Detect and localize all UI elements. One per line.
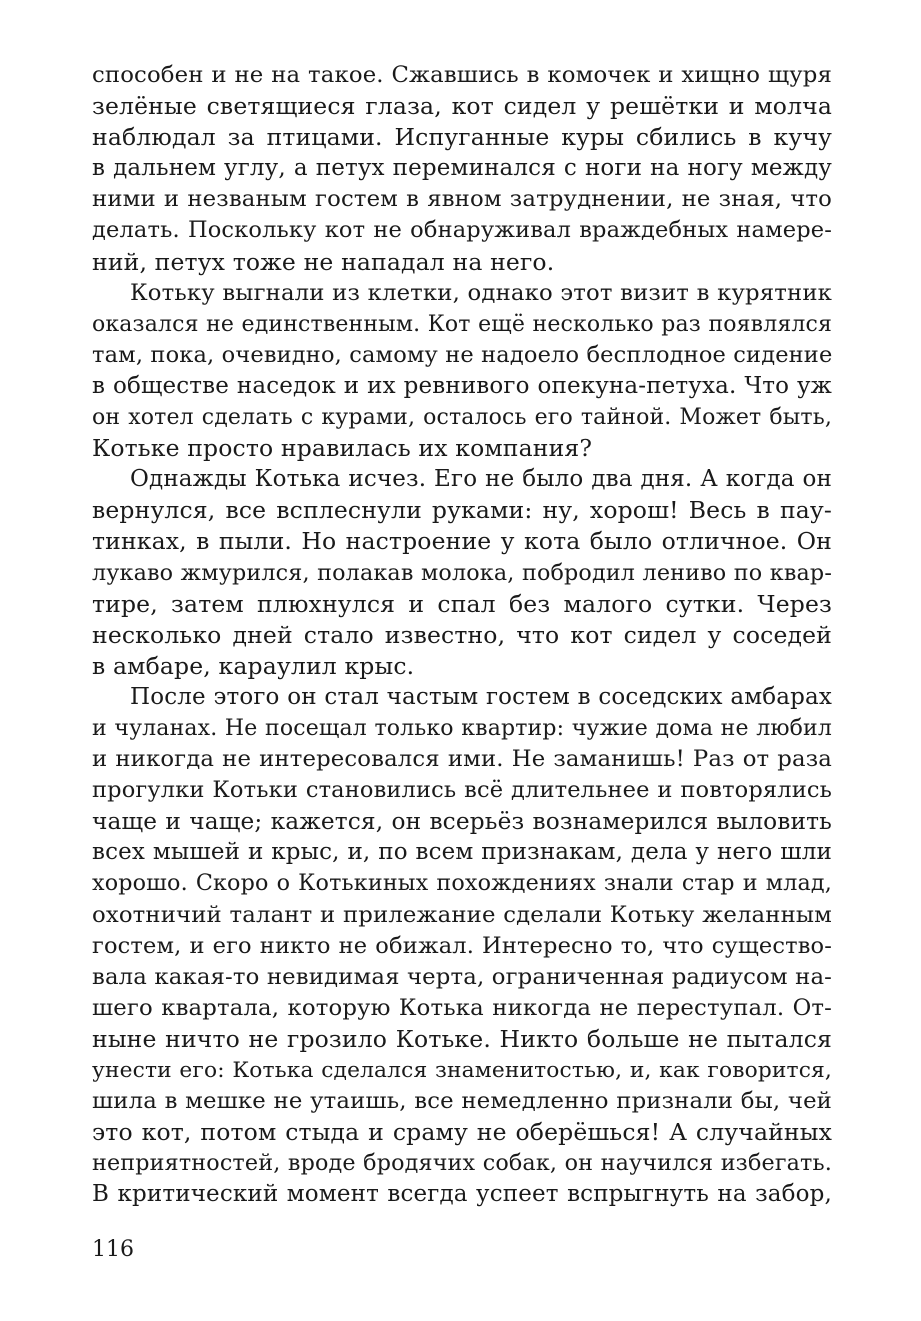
text-line: Однажды Котька исчез. Его не было два дня. А когда он: [130, 466, 832, 493]
text-line: вала какая-то невидимая черта, ограниченная радиусом на-: [92, 963, 832, 990]
text-line: прогулки Котьки становились всё длительнее и повторялись: [92, 777, 832, 804]
text-line: оказался не единственным. Кот ещё несколько раз появлялся: [92, 311, 832, 337]
text-line: это кот, потом стыда и сраму не оберёшься! А случайных: [92, 1118, 832, 1147]
text-line: наблюдал за птицами. Испуганные куры сбились в кучу: [92, 123, 832, 152]
body-text: [92, 60, 832, 1210]
text-line: хорошо. Скоро о Котькиных похождениях знали стар и млад,: [92, 870, 832, 897]
text-line: шила в мешке не утаишь, все немедленно признали бы, чей: [92, 1088, 832, 1115]
text-line: несколько дней стало известно, что кот сидел у соседей: [92, 620, 832, 649]
text-line: После этого он стал частым гостем в соседских амбарах: [130, 683, 832, 710]
text-line: в дальнем углу, а петух переминался с ноги на ногу между: [92, 155, 832, 182]
page-number: 116: [92, 1237, 134, 1262]
text-line: способен и не на такое. Сжавшись в комочек и хищно щуря: [92, 62, 832, 88]
text-line: тире, затем плюхнулся и спал без малого сутки. Через: [92, 589, 832, 618]
text-line: В критический момент всегда успеет вспрыгнуть на забор,: [92, 1181, 832, 1208]
text-line: шего квартала, которую Котька никогда не переступал. От-: [92, 994, 832, 1021]
text-line: зелёные светящиеся глаза, кот сидел у решётки и молча: [92, 92, 832, 121]
text-line: там, пока, очевидно, самому не надоело бесплодное сидение: [92, 341, 833, 368]
text-line: и никогда не интересовался ими. Не заманишь! Раз от раза: [92, 746, 832, 773]
text-line: ныне ничто не грозило Котьке. Никто больше не пытался: [92, 1024, 832, 1053]
text-line: гостем, и его никто не обижал. Интересно то, что существо-: [92, 932, 832, 959]
text-line: он хотел сделать с курами, осталось его тайной. Может быть,: [92, 405, 832, 431]
text-line: в обществе наседок и их ревнивого опекуна-петуха. Что уж: [92, 372, 832, 399]
text-line: охотничий талант и прилежание сделали Котьку желанным: [92, 901, 832, 928]
text-line: ний, петух тоже не нападал на него.: [92, 247, 555, 276]
text-line: и чуланах. Не посещал только квартир: чужие дома не любил: [92, 715, 832, 741]
text-line: Котьку выгнали из клетки, однако этот визит в курятник: [130, 279, 832, 306]
text-line: всех мышей и крыс, и, по всем признакам, дела у него шли: [92, 839, 832, 866]
text-line: ними и незваным гостем в явном затруднении, не зная, что: [92, 186, 832, 213]
text-line: чаще и чаще; кажется, он всерьёз вознамерился выловить: [92, 808, 832, 836]
text-line: Котьке просто нравилась их компания?: [92, 434, 593, 463]
text-line: в амбаре, караулил крыс.: [92, 651, 415, 680]
text-line: лукаво жмурился, полакав молока, побродил лениво по квар-: [92, 559, 832, 586]
text-line: унести его: Котька сделался знаменитостью, и, как говорится,: [92, 1058, 832, 1083]
text-line: вернулся, все всплеснули руками: ну, хорош! Весь в пау-: [92, 496, 832, 525]
text-line: делать. Поскольку кот не обнаруживал враждебных намере-: [92, 217, 832, 244]
text-line: неприятностей, вроде бродячих собак, он научился избегать.: [92, 1150, 832, 1177]
text-line: тинках, в пыли. Но настроение у кота было отличное. Он: [92, 527, 832, 556]
